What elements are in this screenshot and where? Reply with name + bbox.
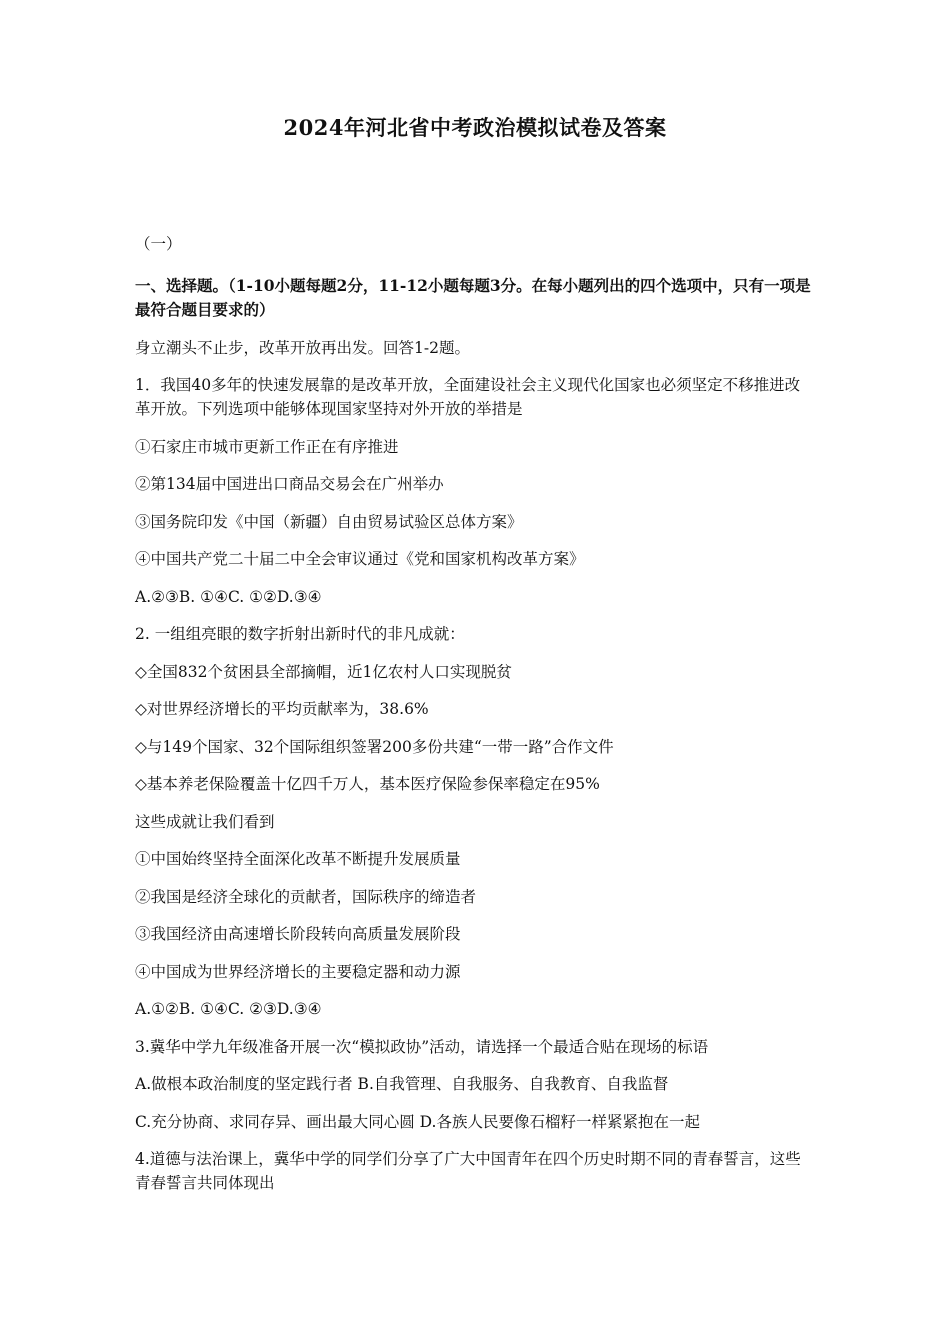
question-3-choices: C.充分协商、求同存异、画出最大同心圆 D.各族人民要像石榴籽一样紧紧抱在一起: [135, 1112, 700, 1131]
question-1-option: ④中国共产党二十届二中全会审议通过《党和国家机构改革方案》: [135, 550, 585, 568]
question-2-fact: ◇全国832个贫困县全部摘帽，近1亿农村人口实现脱贫: [135, 662, 512, 681]
question-2-option: ③我国经济由高速增长阶段转向高质量发展阶段: [135, 925, 461, 943]
question-2-stem: 2. 一组组亮眼的数字折射出新时代的非凡成就：: [135, 625, 465, 643]
question-2-option: ②我国是经济全球化的贡献者，国际秩序的缔造者: [135, 887, 477, 906]
question-3-choices: A.做根本政治制度的坚定践行者 B.自我管理、自我服务、自我教育、自我监督: [135, 1075, 669, 1093]
question-4-stem: 4.道德与法治课上，冀华中学的同学们分享了广大中国青年在四个历史时期不同的青春誓言，这些青春誓言共同体现出: [135, 1150, 801, 1192]
question-2-fact: ◇对世界经济增长的平均贡献率为，38.6%: [135, 700, 429, 718]
question-1-stem: 1．我国40多年的快速发展靠的是改革开放，全面建设社会主义现代化国家也必须坚定不移推进改革开放。下列选项中能够体现国家坚持对外开放的举措是: [135, 376, 801, 418]
question-2-prompt: 这些成就让我们看到: [135, 812, 275, 831]
document-title: 2024年河北省中考政治模拟试卷及答案: [283, 115, 667, 140]
question-2-option: ④中国成为世界经济增长的主要稳定器和动力源: [135, 962, 461, 981]
question-1-option: ③国务院印发《中国（新疆）自由贸易试验区总体方案》: [135, 512, 523, 531]
question-2-fact: ◇与149个国家、32个国际组织签署200多份共建“一带一路”合作文件: [135, 737, 614, 756]
question-3-stem: 3.冀华中学九年级准备开展一次“模拟政协”活动，请选择一个最适合贴在现场的标语: [135, 1037, 709, 1056]
question-1-option: ②第134届中国进出口商品交易会在广州举办: [135, 475, 444, 493]
section-heading: 一、选择题。（1-10小题每题2分，11-12小题每题3分。在每小题列出的四个选项中，只有一项是最符合题目要求的）: [135, 276, 811, 319]
question-1-option: ①石家庄市城市更新工作正在有序推进: [135, 437, 399, 456]
question-2-fact: ◇基本养老保险覆盖十亿四千万人，基本医疗保险参保率稳定在95%: [135, 775, 600, 793]
paragraph: 身立潮头不止步，改革开放再出发。回答1-2题。: [135, 338, 470, 357]
question-1-choices: A.②③B. ①④C. ①②D.③④: [135, 587, 322, 606]
document-body: [135, 232, 815, 1209]
question-2-choices: A.①②B. ①④C. ②③D.③④: [135, 1000, 322, 1018]
part-label: （一）: [135, 235, 182, 253]
question-2-option: ①中国始终坚持全面深化改革不断提升发展质量: [135, 850, 461, 868]
